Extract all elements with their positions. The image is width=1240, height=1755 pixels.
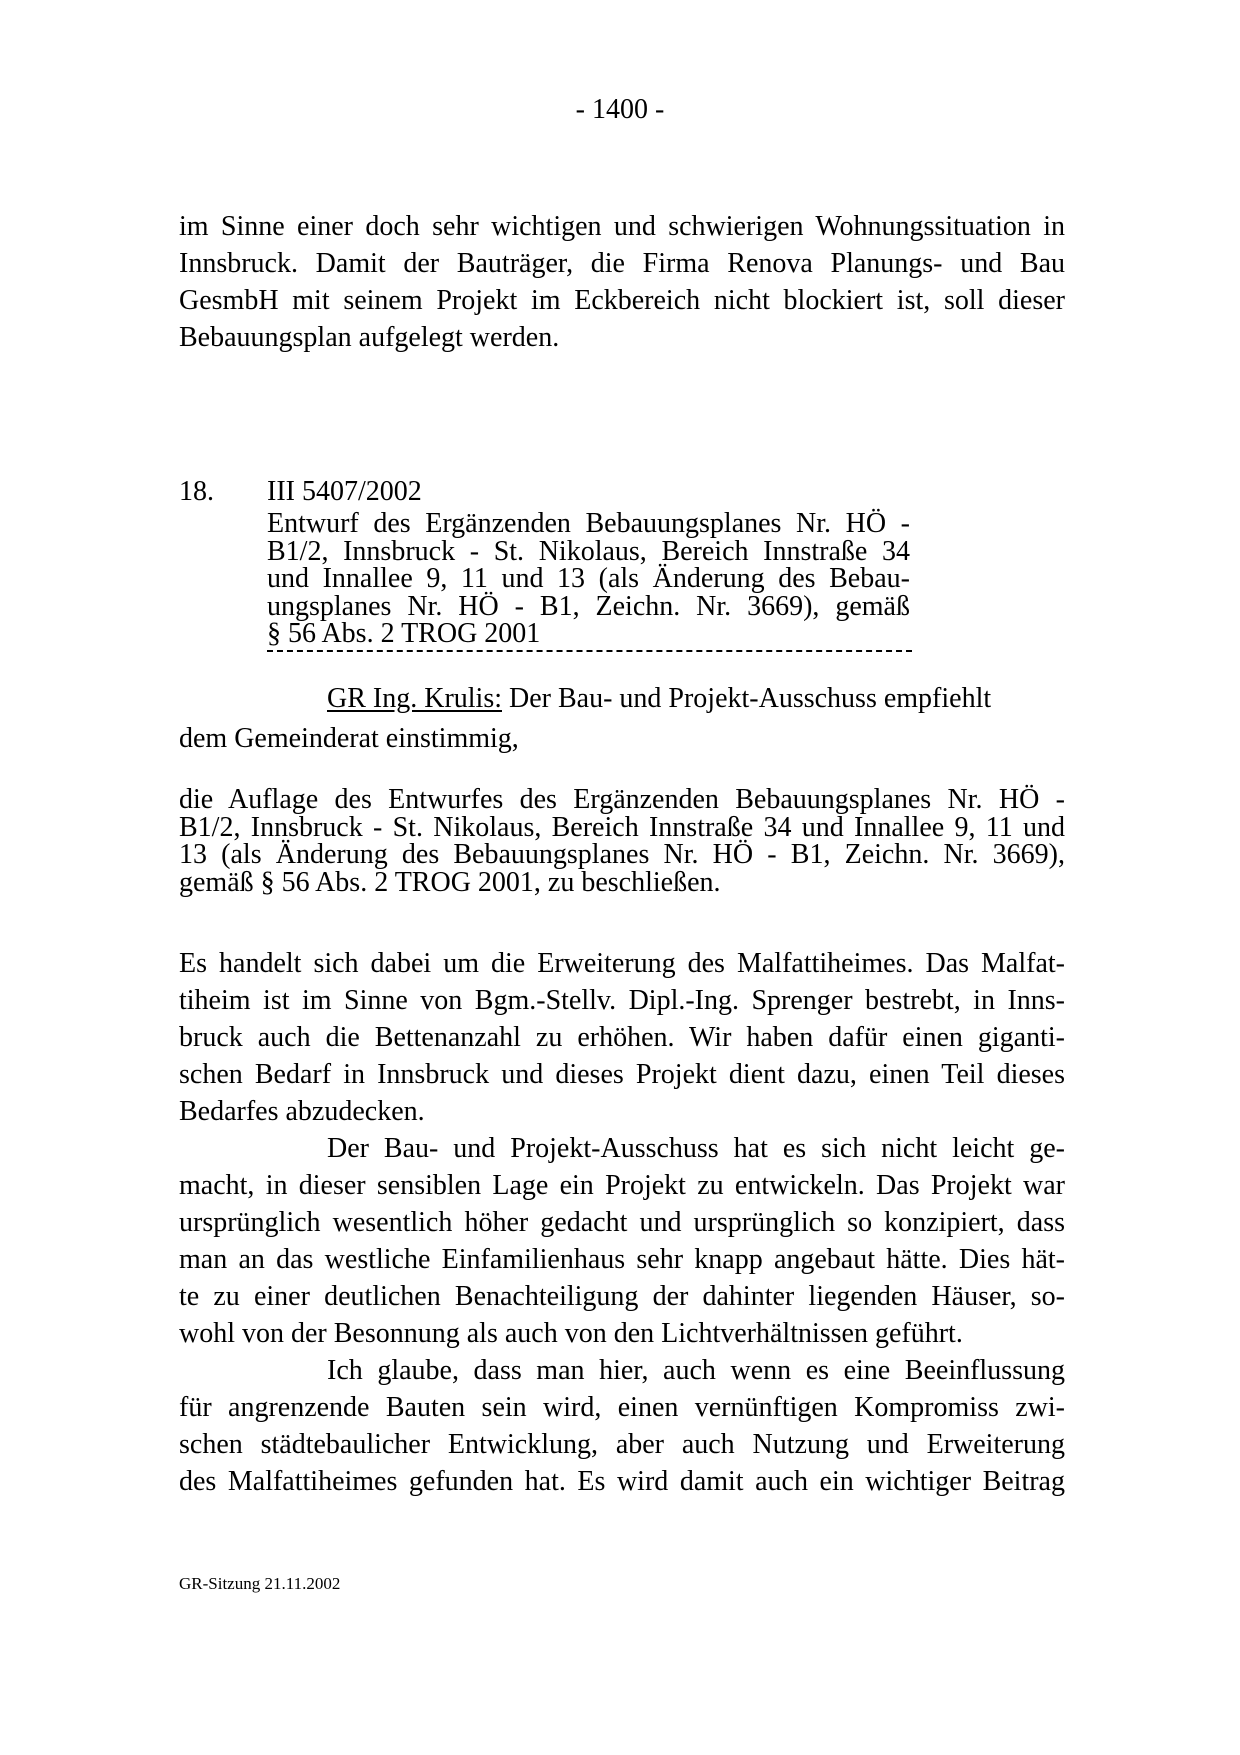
- body-paragraph-3: [179, 1352, 1065, 1500]
- speaker-name: GR Ing. Krulis:: [327, 683, 502, 714]
- body-line: macht, in dieser sensiblen Lage ein Projekt zu entwickeln. Das Projekt war: [179, 1170, 1065, 1201]
- intro-line: Bebauungsplan aufgelegt werden.: [179, 322, 560, 353]
- body-line: man an das westliche Einfamilienhaus sehr knapp angebaut hätte. Dies hät-: [179, 1244, 1065, 1275]
- body-line: für angrenzende Bauten sein wird, einen vernünftigen Kompromiss zwi-: [179, 1392, 1065, 1423]
- body-line: bruck auch die Bettenanzahl zu erhöhen. Wir haben dafür einen giganti-: [179, 1022, 1065, 1053]
- agenda-title-line: B1/2, Innsbruck - St. Nikolaus, Bereich Innstraße 34: [267, 535, 910, 567]
- agenda-item-reference: III 5407/2002: [267, 476, 422, 507]
- speaker-continuation: dem Gemeinderat einstimmig,: [179, 723, 519, 754]
- page-footer: GR-Sitzung 21.11.2002: [179, 1574, 341, 1593]
- body-line: schen städtebaulicher Entwicklung, aber auch Nutzung und Erweiterung: [179, 1429, 1065, 1460]
- agenda-item-number: 18.: [179, 476, 214, 507]
- body-line: ursprünglich wesentlich höher gedacht und ursprünglich so konzipiert, dass: [179, 1207, 1065, 1238]
- body-line: wohl von der Besonnung als auch von den Lichtverhältnissen geführt.: [179, 1318, 963, 1349]
- body-line: schen Bedarf in Innsbruck und dieses Projekt dient dazu, einen Teil dieses: [179, 1059, 1065, 1090]
- body-line: Der Bau- und Projekt-Ausschuss hat es sich nicht leicht ge-: [327, 1133, 1065, 1164]
- resolution-line: 13 (als Änderung des Bebauungsplanes Nr. HÖ - B1, Zeichn. Nr. 3669),: [179, 839, 1065, 870]
- agenda-item-title: [267, 510, 910, 648]
- body-line: Bedarfes abzudecken.: [179, 1096, 425, 1127]
- agenda-title-line: Entwurf des Ergänzenden Bebauungsplanes Nr. HÖ -: [267, 508, 910, 539]
- body-line: tiheim ist im Sinne von Bgm.-Stellv. Dipl.-Ing. Sprenger bestrebt, in Inns-: [179, 985, 1065, 1016]
- intro-line: Innsbruck. Damit der Bauträger, die Firma Renova Planungs- und Bau: [179, 248, 1065, 279]
- body-line: Es handelt sich dabei um die Erweiterung des Malfattiheimes. Das Malfat-: [179, 948, 1065, 979]
- intro-line: im Sinne einer doch sehr wichtigen und schwierigen Wohnungssituation in: [179, 211, 1065, 242]
- agenda-title-line: § 56 Abs. 2 TROG 2001: [267, 618, 541, 649]
- dashed-separator: [267, 650, 912, 652]
- resolution-line: B1/2, Innsbruck - St. Nikolaus, Bereich Innstraße 34 und Innallee 9, 11 und: [179, 811, 1065, 843]
- body-line: Ich glaube, dass man hier, auch wenn es eine Beeinflussung: [327, 1355, 1065, 1386]
- resolution-line: die Auflage des Entwurfes des Ergänzenden Bebauungsplanes Nr. HÖ -: [179, 784, 1065, 815]
- speaker-statement: Der Bau- und Projekt-Ausschuss empfiehlt: [502, 683, 992, 714]
- agenda-title-line: und Innallee 9, 11 und 13 (als Änderung des Bebau-: [267, 563, 910, 594]
- body-line: des Malfattiheimes gefunden hat. Es wird damit auch ein wichtiger Beitrag: [179, 1466, 1065, 1497]
- body-paragraph-2: [179, 1130, 1065, 1352]
- speaker-line: [327, 680, 991, 717]
- resolution-text: [179, 786, 1065, 896]
- resolution-line: gemäß § 56 Abs. 2 TROG 2001, zu beschließen.: [179, 866, 721, 898]
- intro-paragraph: [179, 208, 1065, 356]
- agenda-title-line: ungsplanes Nr. HÖ - B1, Zeichn. Nr. 3669), gemäß: [267, 590, 910, 622]
- body-paragraph-1: [179, 945, 1065, 1130]
- page-number: - 1400 -: [575, 94, 665, 125]
- body-line: te zu einer deutlichen Benachteiligung der dahinter liegenden Häuser, so-: [179, 1281, 1065, 1312]
- intro-line: GesmbH mit seinem Projekt im Eckbereich nicht blockiert ist, soll dieser: [179, 285, 1065, 316]
